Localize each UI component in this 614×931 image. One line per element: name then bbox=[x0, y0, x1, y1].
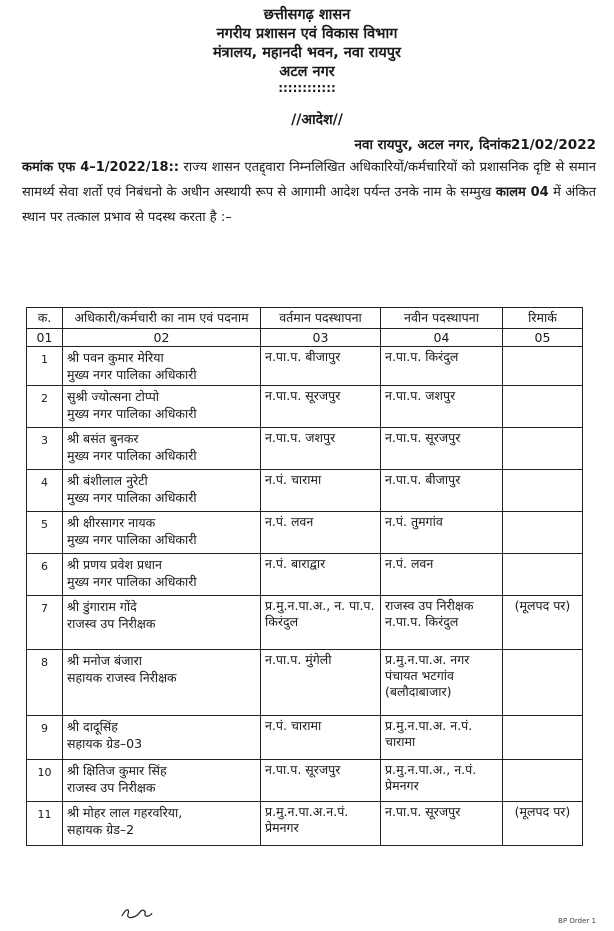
row-remark bbox=[503, 428, 583, 470]
row-remark bbox=[503, 386, 583, 428]
col-num: 02 bbox=[63, 329, 261, 347]
row-new-posting: न.पा.प. जशपुर bbox=[381, 386, 503, 428]
row-sn: 7 bbox=[27, 596, 63, 650]
order-title: //आदेश// bbox=[291, 112, 343, 128]
officer-post: मुख्य नगर पालिका अधिकारी bbox=[67, 406, 197, 421]
officer-name: श्री डुंगाराम गोंदे bbox=[67, 599, 137, 614]
officer-name: श्री बसंत बुनकर bbox=[67, 431, 139, 446]
row-sn: 6 bbox=[27, 554, 63, 596]
row-remark bbox=[503, 347, 583, 386]
row-remark bbox=[503, 650, 583, 716]
officer-post: मुख्य नगर पालिका अधिकारी bbox=[67, 367, 197, 382]
row-current-posting: प्र.मु.न.पा.अ.न.पं. प्रेमनगर bbox=[261, 802, 381, 846]
officer-post: राजस्व उप निरीक्षक bbox=[67, 616, 156, 631]
row-current-posting: न.पं. चारामा bbox=[261, 470, 381, 512]
table-row bbox=[27, 716, 583, 760]
row-remark: (मूलपद पर) bbox=[503, 596, 583, 650]
officer-name: श्री पवन कुमार मेरिया bbox=[67, 350, 164, 365]
department-name: नगरीय प्रशासन एवं विकास विभाग bbox=[216, 26, 398, 42]
officer-post: सहायक ग्रेड–03 bbox=[67, 736, 143, 751]
table-row bbox=[27, 650, 583, 716]
officer-name: श्री बंशीलाल नुरेटी bbox=[67, 473, 148, 488]
row-name-post bbox=[63, 512, 261, 554]
row-name-post bbox=[63, 716, 261, 760]
transfer-table bbox=[26, 307, 583, 846]
officer-name: श्री क्षीरसागर नायक bbox=[67, 515, 156, 530]
row-name-post bbox=[63, 386, 261, 428]
row-current-posting: प्र.मु.न.पा.अ., न. पा.प. किरंदुल bbox=[261, 596, 381, 650]
officer-post: मुख्य नगर पालिका अधिकारी bbox=[67, 490, 197, 505]
row-new-posting: न.पं. तुमगांव bbox=[381, 512, 503, 554]
table-row bbox=[27, 802, 583, 846]
row-current-posting: न.पा.प. जशपुर bbox=[261, 428, 381, 470]
column-number-row bbox=[27, 329, 583, 347]
officer-post: सहायक राजस्व निरीक्षक bbox=[67, 670, 177, 685]
order-number: कमांक एफ 4–1/2022/18:: bbox=[22, 160, 179, 175]
row-remark bbox=[503, 716, 583, 760]
row-name-post bbox=[63, 760, 261, 802]
officer-name: श्री प्रणय प्रवेश प्रधान bbox=[67, 557, 162, 572]
row-current-posting: न.पा.प. मुंगेली bbox=[261, 650, 381, 716]
row-sn: 4 bbox=[27, 470, 63, 512]
table-row bbox=[27, 386, 583, 428]
row-name-post bbox=[63, 596, 261, 650]
row-current-posting: न.पं. बाराद्वार bbox=[261, 554, 381, 596]
table-row bbox=[27, 554, 583, 596]
row-name-post bbox=[63, 470, 261, 512]
officer-name: सुश्री ज्योत्सना टोप्पो bbox=[67, 389, 160, 404]
officer-post: सहायक ग्रेड–2 bbox=[67, 822, 135, 837]
row-sn: 2 bbox=[27, 386, 63, 428]
officer-post: मुख्य नगर पालिका अधिकारी bbox=[67, 532, 197, 547]
row-current-posting: न.पा.प. सूरजपुर bbox=[261, 760, 381, 802]
row-sn: 10 bbox=[27, 760, 63, 802]
footer-note: BP Order 1 bbox=[558, 917, 596, 925]
officer-name: श्री क्षितिज कुमार सिंह bbox=[67, 763, 167, 778]
row-sn: 5 bbox=[27, 512, 63, 554]
row-name-post bbox=[63, 650, 261, 716]
row-name-post bbox=[63, 802, 261, 846]
col-num: 03 bbox=[261, 329, 381, 347]
row-new-posting: न.पा.प. सूरजपुर bbox=[381, 802, 503, 846]
header-new-posting: नवीन पदस्थापना bbox=[381, 308, 503, 329]
row-new-posting: प्र.मु.न.पा.अ. न.पं. चारामा bbox=[381, 716, 503, 760]
col-num: 05 bbox=[503, 329, 583, 347]
table-row bbox=[27, 428, 583, 470]
row-remark bbox=[503, 470, 583, 512]
table-row bbox=[27, 347, 583, 386]
row-sn: 8 bbox=[27, 650, 63, 716]
order-body-part1: राज्य शासन एतद्द्वारा निम्नलिखित अधिकारियों/कर्मचारियों को प्रशासनिक दृष्टि से समान सामर्थ्य सेवा शर्तो एवं निबंधनो के अधीन अस्थायी रूप से आगामी आदेश पर्यन्त उनके नाम के सम्मुख bbox=[22, 160, 596, 200]
officer-name: श्री मोहर लाल गहरवरिया, bbox=[67, 805, 183, 820]
row-new-posting: प्र.मु.न.पा.अ., न.पं. प्रेमनगर bbox=[381, 760, 503, 802]
document-header bbox=[0, 0, 614, 94]
row-new-posting: न.पं. लवन bbox=[381, 554, 503, 596]
row-new-posting: प्र.मु.न.पा.अ. नगर पंचायत भटगांव (बलौदाबाजार) bbox=[381, 650, 503, 716]
row-remark bbox=[503, 554, 583, 596]
col-num: 01 bbox=[27, 329, 63, 347]
row-new-posting: न.पा.प. बीजापुर bbox=[381, 470, 503, 512]
row-name-post bbox=[63, 428, 261, 470]
header-name: अधिकारी/कर्मचारी का नाम एवं पदनाम bbox=[63, 308, 261, 329]
row-current-posting: न.पा.प. बीजापुर bbox=[261, 347, 381, 386]
row-name-post bbox=[63, 347, 261, 386]
table-row bbox=[27, 596, 583, 650]
order-body-bold: कालम 04 bbox=[495, 185, 549, 200]
row-name-post bbox=[63, 554, 261, 596]
order-body-part2: में अंकित स्थान पर तत्काल प्रभाव से पदस्थ करता है :– bbox=[22, 185, 597, 225]
table-row bbox=[27, 512, 583, 554]
row-sn: 11 bbox=[27, 802, 63, 846]
table-header-row bbox=[27, 308, 583, 329]
row-remark bbox=[503, 760, 583, 802]
row-remark: (मूलपद पर) bbox=[503, 802, 583, 846]
office-address: मंत्रालय, महानदी भवन, नवा रायपुर bbox=[213, 45, 401, 61]
header-sn: क. bbox=[27, 308, 63, 329]
table-row bbox=[27, 760, 583, 802]
officer-name: श्री मनोज बंजारा bbox=[67, 653, 142, 668]
officer-post: मुख्य नगर पालिका अधिकारी bbox=[67, 448, 197, 463]
header-separator: :::::::::::: bbox=[278, 81, 336, 95]
header-current-posting: वर्तमान पदस्थापना bbox=[261, 308, 381, 329]
row-remark bbox=[503, 512, 583, 554]
row-new-posting: न.पा.प. किरंदुल bbox=[381, 347, 503, 386]
row-new-posting: न.पा.प. सूरजपुर bbox=[381, 428, 503, 470]
order-body bbox=[22, 155, 596, 230]
row-current-posting: न.पं. लवन bbox=[261, 512, 381, 554]
row-sn: 1 bbox=[27, 347, 63, 386]
city-name: अटल नगर bbox=[279, 64, 335, 80]
officer-post: राजस्व उप निरीक्षक bbox=[67, 780, 156, 795]
header-remark: रिमार्क bbox=[503, 308, 583, 329]
row-current-posting: न.पा.प. सूरजपुर bbox=[261, 386, 381, 428]
row-current-posting: न.पं. चारामा bbox=[261, 716, 381, 760]
order-place-date: नवा रायपुर, अटल नगर, दिनांक21/02/2022 bbox=[354, 137, 596, 153]
row-sn: 9 bbox=[27, 716, 63, 760]
col-num: 04 bbox=[381, 329, 503, 347]
row-new-posting: राजस्व उप निरीक्षक न.पा.प. किरंदुल bbox=[381, 596, 503, 650]
officer-post: मुख्य नगर पालिका अधिकारी bbox=[67, 574, 197, 589]
row-sn: 3 bbox=[27, 428, 63, 470]
officer-name: श्री दादूसिंह bbox=[67, 719, 118, 734]
govt-name: छत्तीसगढ़ शासन bbox=[263, 7, 351, 23]
table-row bbox=[27, 470, 583, 512]
signature-mark bbox=[118, 902, 168, 922]
